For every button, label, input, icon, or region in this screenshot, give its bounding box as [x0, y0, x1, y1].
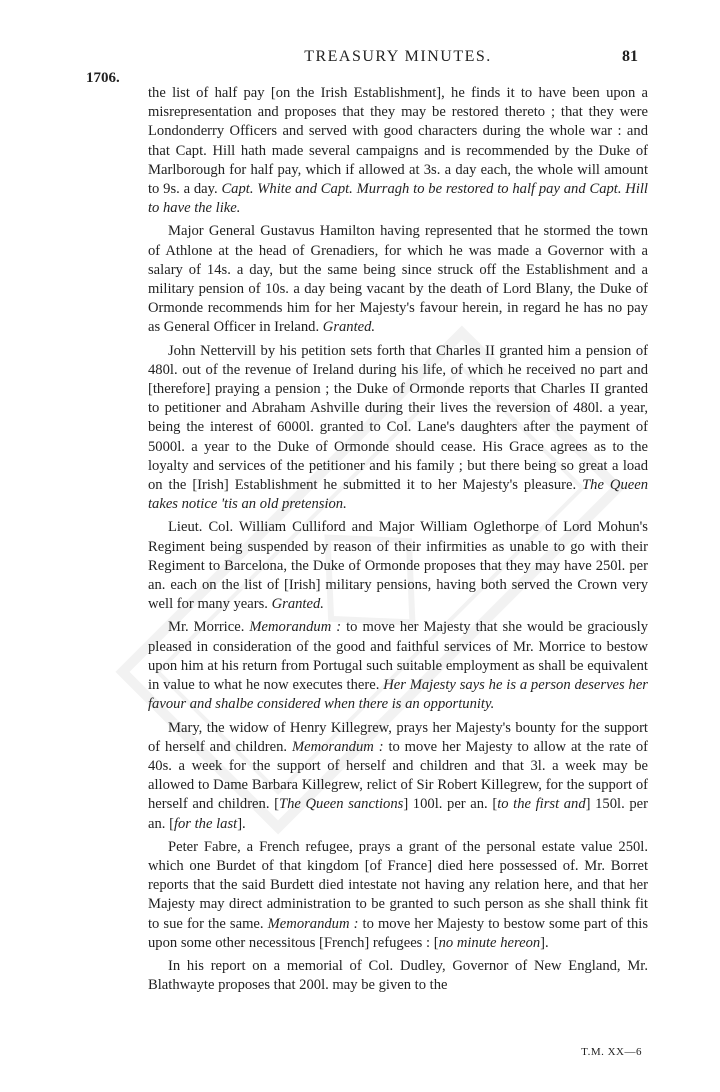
paragraph: [148, 719, 648, 834]
text-span: Mr. Morrice.: [168, 619, 250, 636]
italic-text: to the first and: [497, 796, 586, 813]
text-span: to move her Majesty to bestow some part of this upon some other necessitous [French] refugees : [: [148, 915, 649, 951]
text-span: In his report on a memorial of Col. Dudley, Governor of New England, Mr. Blathwayte proposes that 200l. may be given to the: [148, 957, 648, 994]
text-span: Major General Gustavus Hamilton having represented that he stormed the town of Athlone at the head of Grenadiers, for which he was made a Governor with a salary of 14s. a day, but the same being since struck off the Establishment and a military pension of 10s. a day being vacant by the death of Lord Blany, the Duke of Ormonde recommends him for her Majesty's favour herein, in regard he has no pay as General Officer in Ireland.: [148, 223, 648, 336]
italic-text: Granted.: [271, 596, 324, 613]
footer-signature: T.M. XX—6: [581, 1046, 642, 1058]
italic-text: Capt. White and Capt. Murragh to be restored to half pay and Capt. Hill to have the like.: [148, 181, 648, 217]
italic-text: Memorandum :: [291, 738, 384, 755]
paragraph: [148, 518, 648, 614]
italic-text: Granted.: [322, 319, 376, 336]
text-span: the list of half pay [on the Irish Establishment], he finds it to have been upon a misrepresentation and proposes that they may be restored thereto ; that they were Londonderry Officers and served with good characters during the whole war : and that Capt. Hill hath made several campaigns and is recommended by the Duke of Marlborough for half pay, which if allowed at 3s. a day each, the whole will amount to 9s. a day.: [148, 85, 648, 198]
paragraph: [148, 84, 648, 218]
running-title: TREASURY MINUTES.: [304, 48, 492, 65]
paragraph: [148, 957, 648, 995]
text-span: Peter Fabre, a French refugee, prays a grant of the personal estate value 250l. which one Burdet of that kingdom [of France] died here possessed of. Mr. Borret reports that the said Burdett died intestate not having any relation here, and that her Majesty may direct administration to be granted to such person as she shall think fit to sue for the same.: [148, 838, 648, 932]
body-text: [148, 84, 648, 999]
text-span: to move her Majesty to allow at the rate of 40s. a week for the support of herself and children and that 3l. a week may be allowed to Dame Barbara Killegrew, relict of Sir Robert Killegrew, for the support of herself and children. [: [148, 738, 648, 813]
text-span: to move her Majesty that she would be graciously pleased in consideration of the good and faithful services of Mr. Morrice to bestow upon him at his return from Portugal such suitable employment as shall be equivalent in value to what he now executes there.: [148, 619, 648, 694]
text-span: ] 150l. per an. [: [148, 796, 648, 832]
italic-text: Memorandum :: [249, 619, 342, 636]
italic-text: The Queen sanctions: [278, 796, 404, 813]
page-header: [148, 48, 648, 72]
page-number: 81: [622, 48, 638, 65]
text-span: ] 100l. per an. [: [403, 796, 498, 813]
text-span: John Nettervill by his petition sets forth that Charles II granted him a pension of 480l. out of the revenue of Ireland during his life, of which he received no part and [therefore] praying a pension ; the Duke of Ormonde reports that Charles II granted to petitioner and Abraham Ashville during their lives the reversion of 480l. a year, being the interest of 6000l. granted to Col. Lane's daughters after the payment of 5000l. a year to the Duke of Ormonde should cease. His Grace agrees as to the loyalty and services of the petitioner and his family ; but there being so great a load on the [Irish] Establishment he submitted it to her Majesty's pleasure.: [148, 342, 648, 494]
italic-text: The Queen takes notice 'tis an old pretension.: [148, 477, 648, 513]
text-span: ].: [237, 815, 246, 832]
margin-year: 1706.: [86, 70, 120, 86]
italic-text: Her Majesty says he is a person deserves her favour and shalbe considered when there is an opportunity.: [148, 677, 648, 713]
italic-text: Memorandum :: [267, 915, 359, 932]
text-span: Mary, the widow of Henry Killegrew, prays her Majesty's bounty for the support of herself and children.: [148, 719, 648, 755]
paragraph: [148, 838, 648, 953]
paragraph: [148, 222, 648, 337]
paragraph: [148, 342, 648, 515]
text-span: ].: [540, 934, 549, 951]
text-span: Lieut. Col. William Culliford and Major William Oglethorpe of Lord Mohun's Regiment being suspended by reason of their infirmities as unable to go with their Regiment to Barcelona, the Duke of Ormonde proposes that they may have 250l. per an. each on the list of [Irish] military pensions, having both served the Crown very well for many years.: [148, 519, 648, 613]
paragraph: [148, 618, 648, 714]
italic-text: no minute hereon: [438, 934, 541, 951]
italic-text: for the last: [173, 815, 238, 832]
